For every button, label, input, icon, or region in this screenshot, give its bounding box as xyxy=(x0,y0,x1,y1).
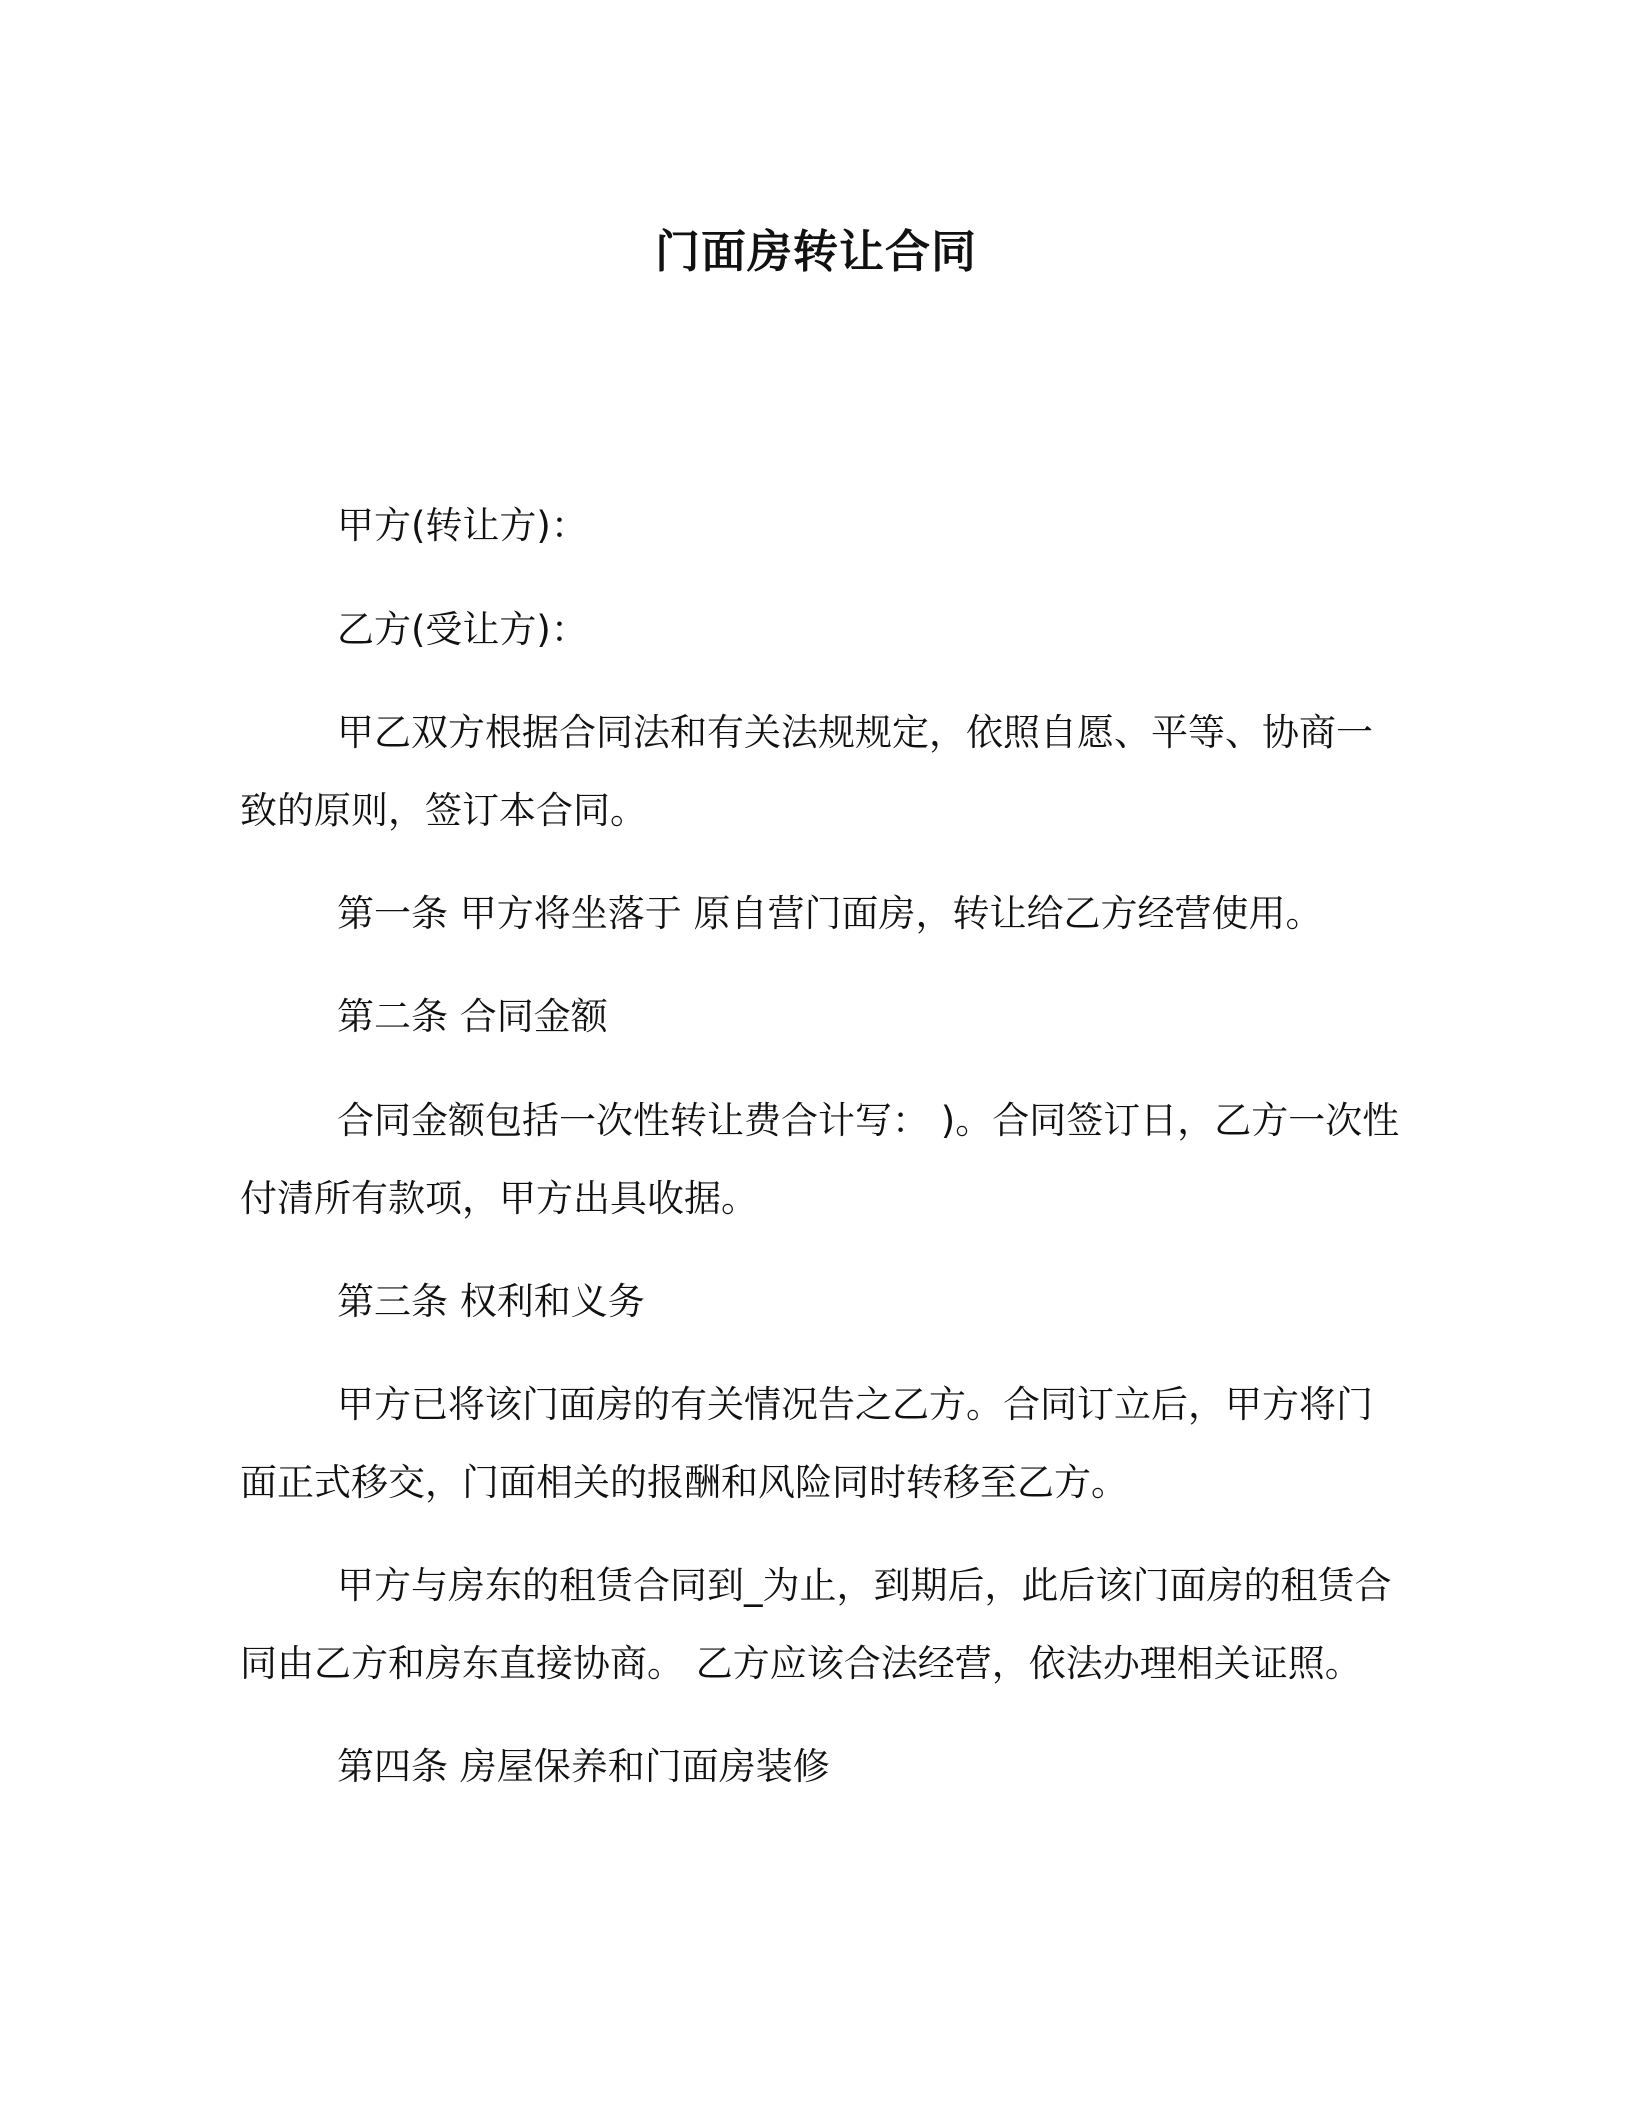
document-title: 门面房转让合同 xyxy=(654,225,977,278)
preamble-paragraph: 甲乙双方根据合同法和有关法规规定，依照自愿、平等、协商一致的原则，签订本合同。 xyxy=(240,711,1373,832)
contract-amount-paragraph: 合同金额包括一次性转让费合计写： )。合同签订日，乙方一次性付清所有款项，甲方出具收据。 xyxy=(240,1099,1400,1220)
party-a-line: 甲方(转让方)： xyxy=(337,504,588,547)
lease-paragraph: 甲方与房东的租赁合同到_为止，到期后，此后该门面房的租赁合同由乙方和房东直接协商。 乙方应该合法经营，依法办理相关证照。 xyxy=(240,1564,1392,1685)
party-b-line: 乙方(受让方)： xyxy=(337,608,588,651)
article-2-heading: 第二条 合同金额 xyxy=(337,995,608,1038)
article-1-paragraph: 第一条 甲方将坐落于 原自营门面房，转让给乙方经营使用。 xyxy=(337,892,1323,935)
handover-paragraph: 甲方已将该门面房的有关情况告之乙方。合同订立后，甲方将门面正式移交，门面相关的报酬和风险同时转移至乙方。 xyxy=(240,1383,1373,1504)
article-3-heading: 第三条 权利和义务 xyxy=(337,1280,645,1323)
article-4-heading: 第四条 房屋保养和门面房装修 xyxy=(337,1745,830,1788)
